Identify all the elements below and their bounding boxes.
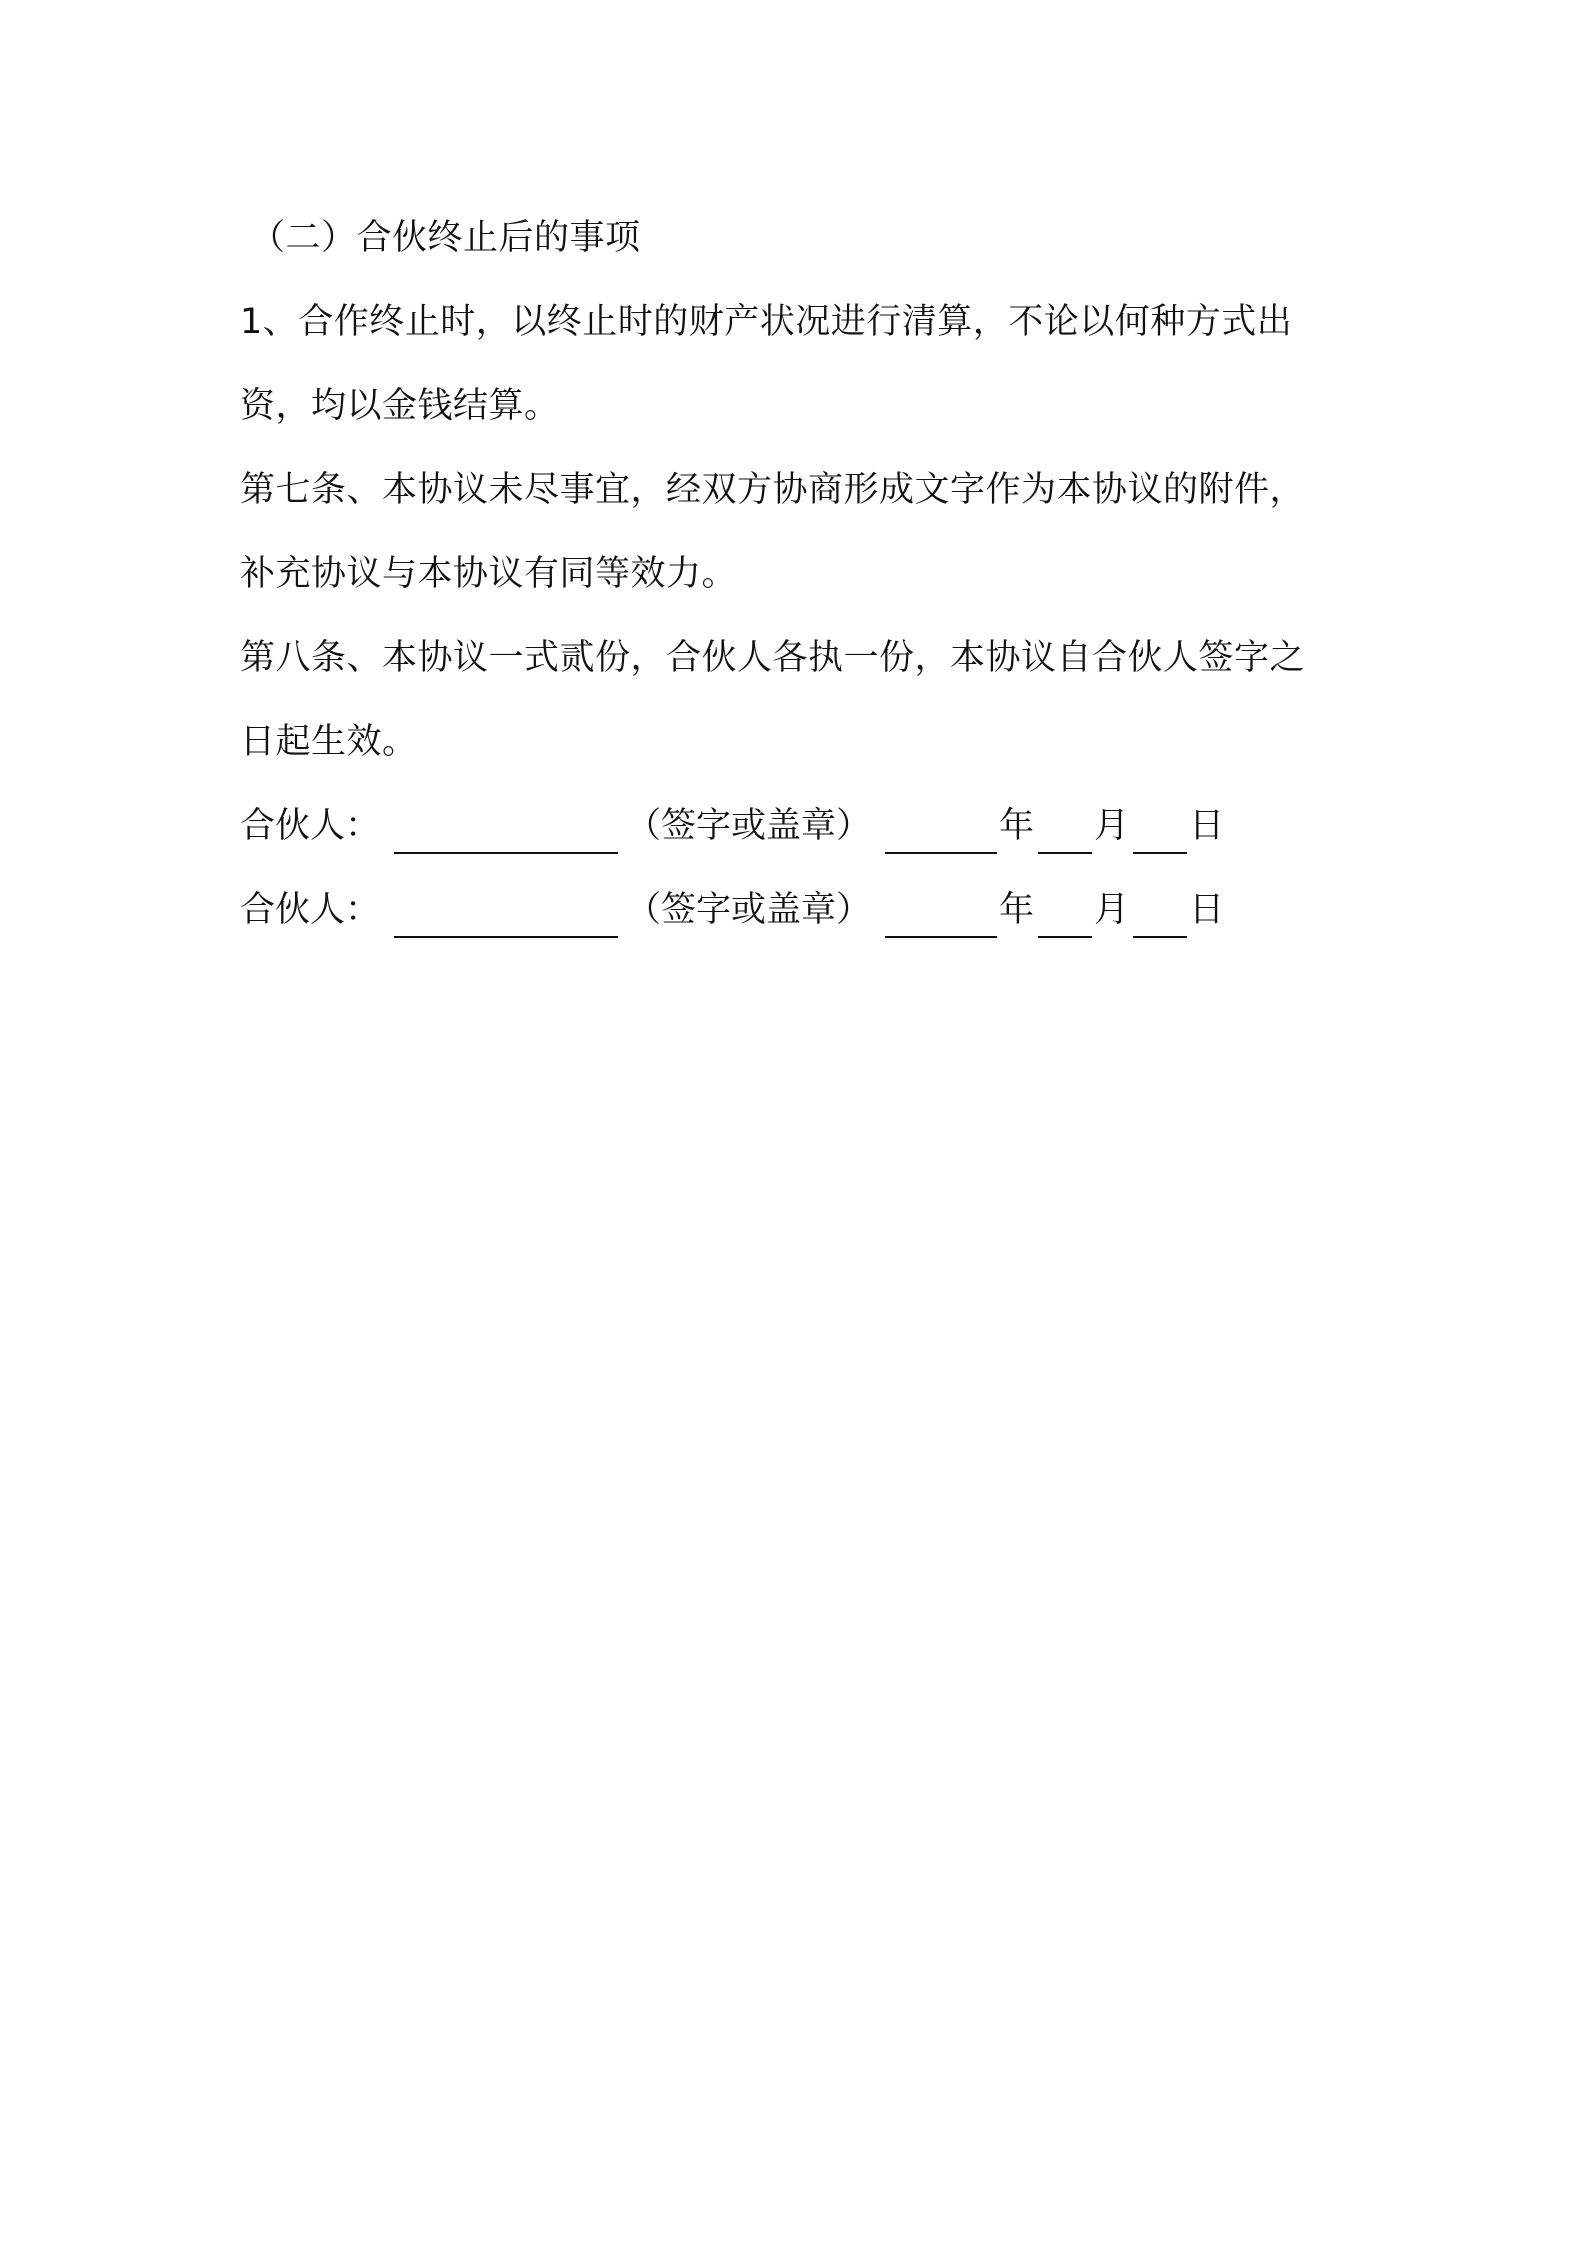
signature-year-label: 年 [999, 890, 1035, 930]
signature-name-blank[interactable] [394, 812, 618, 854]
document-body [240, 196, 1360, 952]
signature-note: （签字或盖章） [626, 890, 872, 930]
clause-1-line-1: 1、合作终止时，以终止时的财产状况进行清算，不论以何种方式出 [240, 302, 1293, 342]
signature-month-label: 月 [1094, 890, 1130, 930]
signature-row-2 [240, 868, 1360, 952]
signature-year-blank[interactable] [885, 812, 997, 854]
signature-month-blank[interactable] [1038, 896, 1092, 938]
signature-month-blank[interactable] [1038, 812, 1092, 854]
signature-month-label: 月 [1094, 806, 1130, 846]
signature-year-blank[interactable] [885, 896, 997, 938]
signature-day-blank[interactable] [1133, 896, 1187, 938]
article-8-line-2: 日起生效。 [240, 722, 418, 762]
signature-year-label: 年 [999, 806, 1035, 846]
article-7-line-1: 第七条、本协议未尽事宜，经双方协商形成文字作为本协议的附件， [240, 470, 1306, 510]
signature-note: （签字或盖章） [626, 806, 872, 846]
signature-label: 合伙人： [240, 890, 381, 930]
signature-row-1 [240, 784, 1360, 868]
signature-day-label: 日 [1189, 890, 1225, 930]
section-heading: （二）合伙终止后的事项 [250, 218, 641, 258]
signature-day-label: 日 [1189, 806, 1225, 846]
signature-day-blank[interactable] [1133, 812, 1187, 854]
article-7-line-2: 补充协议与本协议有同等效力。 [240, 554, 738, 594]
clause-1-line-2: 资，均以金钱结算。 [240, 386, 560, 426]
article-8-line-1: 第八条、本协议一式贰份，合伙人各执一份，本协议自合伙人签字之 [240, 638, 1306, 678]
signature-name-blank[interactable] [394, 896, 618, 938]
signature-label: 合伙人： [240, 806, 381, 846]
